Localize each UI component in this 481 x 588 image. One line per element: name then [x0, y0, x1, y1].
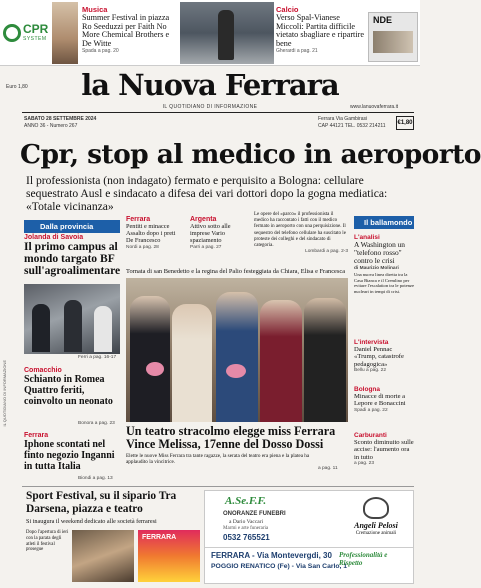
story-romea-title: Schianto in Romea Quattro feriti, coinvolto un neonato [24, 374, 113, 407]
main-headline[interactable]: Cpr, stop al medico in aeroporto [20, 139, 481, 170]
funeral-ad-phone: 0532 765521 [223, 533, 270, 542]
pet-cremation-ad[interactable] [341, 495, 411, 545]
story-telefono-rosso[interactable] [354, 234, 414, 294]
story-mid-2[interactable] [190, 216, 248, 250]
calcio-teaser-photo [180, 2, 274, 64]
funeral-ad-line2: a Dario Vaccari [229, 519, 264, 525]
masthead-issue: ANNO 36 - Numero 267 [24, 123, 78, 129]
masthead-rule [22, 112, 414, 113]
sport-festival-poster [138, 530, 200, 582]
story-telefono-rosso-body: Una nuova linea diretta tra la Casa Bianca e il Cremlino per evitare l'escalation tra le potenze nucleari in tempi di crisi. [354, 272, 415, 294]
price-badge: €1,80 [396, 116, 414, 130]
story-romea[interactable] [24, 367, 120, 407]
funeral-ad-address-2: POGGIO RENATICO (Fe) - Via San Carlo, 1 [211, 563, 348, 570]
story-romea-page: Bonora a pag. 23 [78, 421, 115, 426]
story-iphone-page: Biondi a pag. 13 [78, 476, 113, 481]
left-column-band: Dalla provincia [24, 220, 120, 233]
pet-cremation-sub: Cremazione animali [355, 531, 397, 536]
story-campus-title: Il primo campus al mondo targato BF sull'agroalimentare [24, 240, 121, 278]
masthead-date: SABATO 28 SETTEMBRE 2024 [24, 116, 97, 122]
side-vertical-text [2, 360, 12, 560]
story-mid-2-kicker: Argenta [190, 216, 217, 223]
music-teaser-photo [52, 2, 78, 64]
sport-festival-photo [72, 530, 134, 582]
cpr-circle-icon [3, 24, 21, 42]
story-pennac-page: Bellu a pag. 22 [354, 368, 387, 374]
sport-festival-subtitle: Si inaugura il weekend dedicato alle società ferraresi [26, 518, 157, 525]
story-romea-kicker: Comacchio [24, 367, 62, 374]
story-carburanti-text: Sconto diminuito sulle accise: l'aumento ora in tutto [354, 439, 414, 461]
story-pennac-kicker: L'intervista [354, 339, 389, 346]
sport-festival-text: Dopo l'apertura di ieri con la parata degli atleti il festival prosegue [26, 530, 69, 553]
music-teaser-kicker: Musica [82, 5, 108, 14]
story-campus-photo [24, 284, 120, 354]
music-teaser-page: Spada a pag. 20 [82, 48, 119, 55]
story-mid-1[interactable] [126, 216, 184, 250]
right-column-band: Il ballamondo [354, 216, 414, 229]
funeral-ad-address-1: FERRARA - Via Montevergdi, 30 [211, 551, 332, 560]
pet-cremation-tag: Professionalità e Rispetto [339, 551, 388, 567]
story-mid-3[interactable] [254, 212, 348, 254]
story-mid-2-page: Parri a pag. 27 [190, 244, 222, 250]
masthead-title: la Nuova Ferrara [81, 68, 339, 102]
miss-ferrara-page: a pag. 11 [318, 466, 338, 471]
pet-cremation-name: Angeli Pelosi [354, 521, 398, 530]
story-minacce[interactable] [354, 386, 414, 413]
story-telefono-rosso-author: di Maurizio Molinari [354, 266, 399, 271]
cpr-system-logo [3, 20, 49, 50]
miss-ferrara-title[interactable]: Un teatro stracolmo elegge miss Ferrara Vince Melissa, 17enne del Dosso Dossi [126, 424, 336, 452]
photo-caption: Tornata di san Benedetto e la regina del Palio festeggiata da Chiara, Elisa e Francesca [126, 268, 346, 275]
funeral-ad[interactable] [204, 490, 414, 584]
story-pennac[interactable] [354, 339, 414, 373]
story-mid-1-page: Nordi a pag. 28 [126, 244, 159, 250]
story-minacce-page: Spadi a pag. 22 [354, 407, 388, 413]
story-campus-page: Ferri a pag. 16-17 [78, 355, 117, 360]
miss-ferrara-photo[interactable] [126, 278, 348, 422]
story-campus[interactable] [24, 234, 120, 278]
top-right-ad-label: NDE [373, 15, 393, 25]
calcio-teaser-kicker: Calcio [276, 5, 299, 14]
calcio-teaser[interactable] [276, 5, 368, 54]
story-minacce-kicker: Bologna [354, 386, 380, 393]
story-mid-3-text: Le opere del «parco» il professionista il medico ha raccontato i fatti con il medico fermato in aeroporto con una perquisizione. Il sequestro del telefono cellulare ha suscitato le proteste dei colleghi e del sindacato di categoria. [254, 212, 346, 249]
sport-festival-poster-label: FERRARA [142, 534, 177, 541]
story-mid-2-text: Attivo sotto alle imprese Vario spaziamento [190, 223, 231, 245]
story-carburanti[interactable] [354, 432, 414, 466]
dog-icon [363, 497, 389, 519]
calcio-teaser-text: Verso Spal-Vianese Miccoli: Partita difficile vietato sbagliare e ripartire bene [276, 13, 364, 48]
main-subtitle: Il professionista (non indagato) fermato e perquisito a Bologna: cellulare sequestrato Ausl e sindacato a difesa dei vari dottori dopo la gogna mediatica: «Totale vicinanza» [26, 174, 388, 213]
funeral-ad-line1: ONORANZE FUNEBRI [223, 511, 286, 517]
story-carburanti-kicker: Carburanti [354, 432, 387, 439]
cpr-logo-sub: SYSTEM [23, 36, 47, 42]
story-iphone-kicker: Ferrara [24, 432, 49, 439]
story-iphone[interactable] [24, 432, 122, 472]
bottom-rule [22, 486, 414, 487]
calcio-teaser-page: Gherardi a pag. 21 [276, 48, 318, 55]
story-campus-kicker: Jolanda di Savoia [24, 234, 84, 241]
music-teaser[interactable] [82, 5, 180, 54]
music-teaser-text: Summer Festival in piazza Ro Seeduzzi per Faith No More Chemical Brothers e De Witte [82, 13, 170, 48]
story-minacce-text: Minacce di morte a Lepore e Bonaccini [354, 393, 406, 408]
masthead-website[interactable]: www.lanuovaferrara.it [350, 104, 399, 110]
masthead-address: Ferrara Via Gambirasi [318, 116, 368, 122]
story-mid-1-text: Pentiti e minacce Assalto dopo i preti De Francesco [126, 223, 176, 245]
cpr-logo-name: CPR [23, 22, 49, 36]
sport-festival-title[interactable]: Sport Festival, su il sipario Tra Darsena, piazza e teatro [26, 490, 177, 515]
story-mid-3-page: Lombardi a pag. 2-3 [305, 249, 348, 255]
masthead-phone: CAP 44121 TEL. 0532 214211 [318, 123, 386, 129]
story-carburanti-page: a pag. 23 [354, 461, 375, 467]
side-vertical-label: IL QUOTIDIANO DI INFORMAZIONE [2, 360, 7, 427]
funeral-ad-line3: Marmi e arte funeraria [223, 526, 269, 531]
story-telefono-rosso-title: A Washington un "telefono rosso" contro le crisi [354, 240, 406, 265]
story-mid-1-kicker: Ferrara [126, 216, 151, 223]
story-telefono-rosso-kicker: L'analisi [354, 234, 380, 241]
masthead-tagline: IL QUOTIDIANO DI INFORMAZIONE [162, 104, 258, 110]
funeral-ad-name: A.Se.F.F. [225, 495, 267, 507]
story-iphone-title: Iphone scontati nel finto negozio Inganni in tutta Italia [24, 439, 115, 472]
masthead-price-label: Euro 1,80 [6, 84, 28, 90]
top-right-ad[interactable] [368, 12, 418, 62]
story-pennac-text: Daniel Pennac «Trump, catastrofe pedagogica» [354, 346, 404, 368]
miss-ferrara-text: Elette le nuove Miss Ferrara tra tante ragazze, la serata del teatro era piena e la platea ha applaudito la vincitrice. [126, 453, 310, 466]
